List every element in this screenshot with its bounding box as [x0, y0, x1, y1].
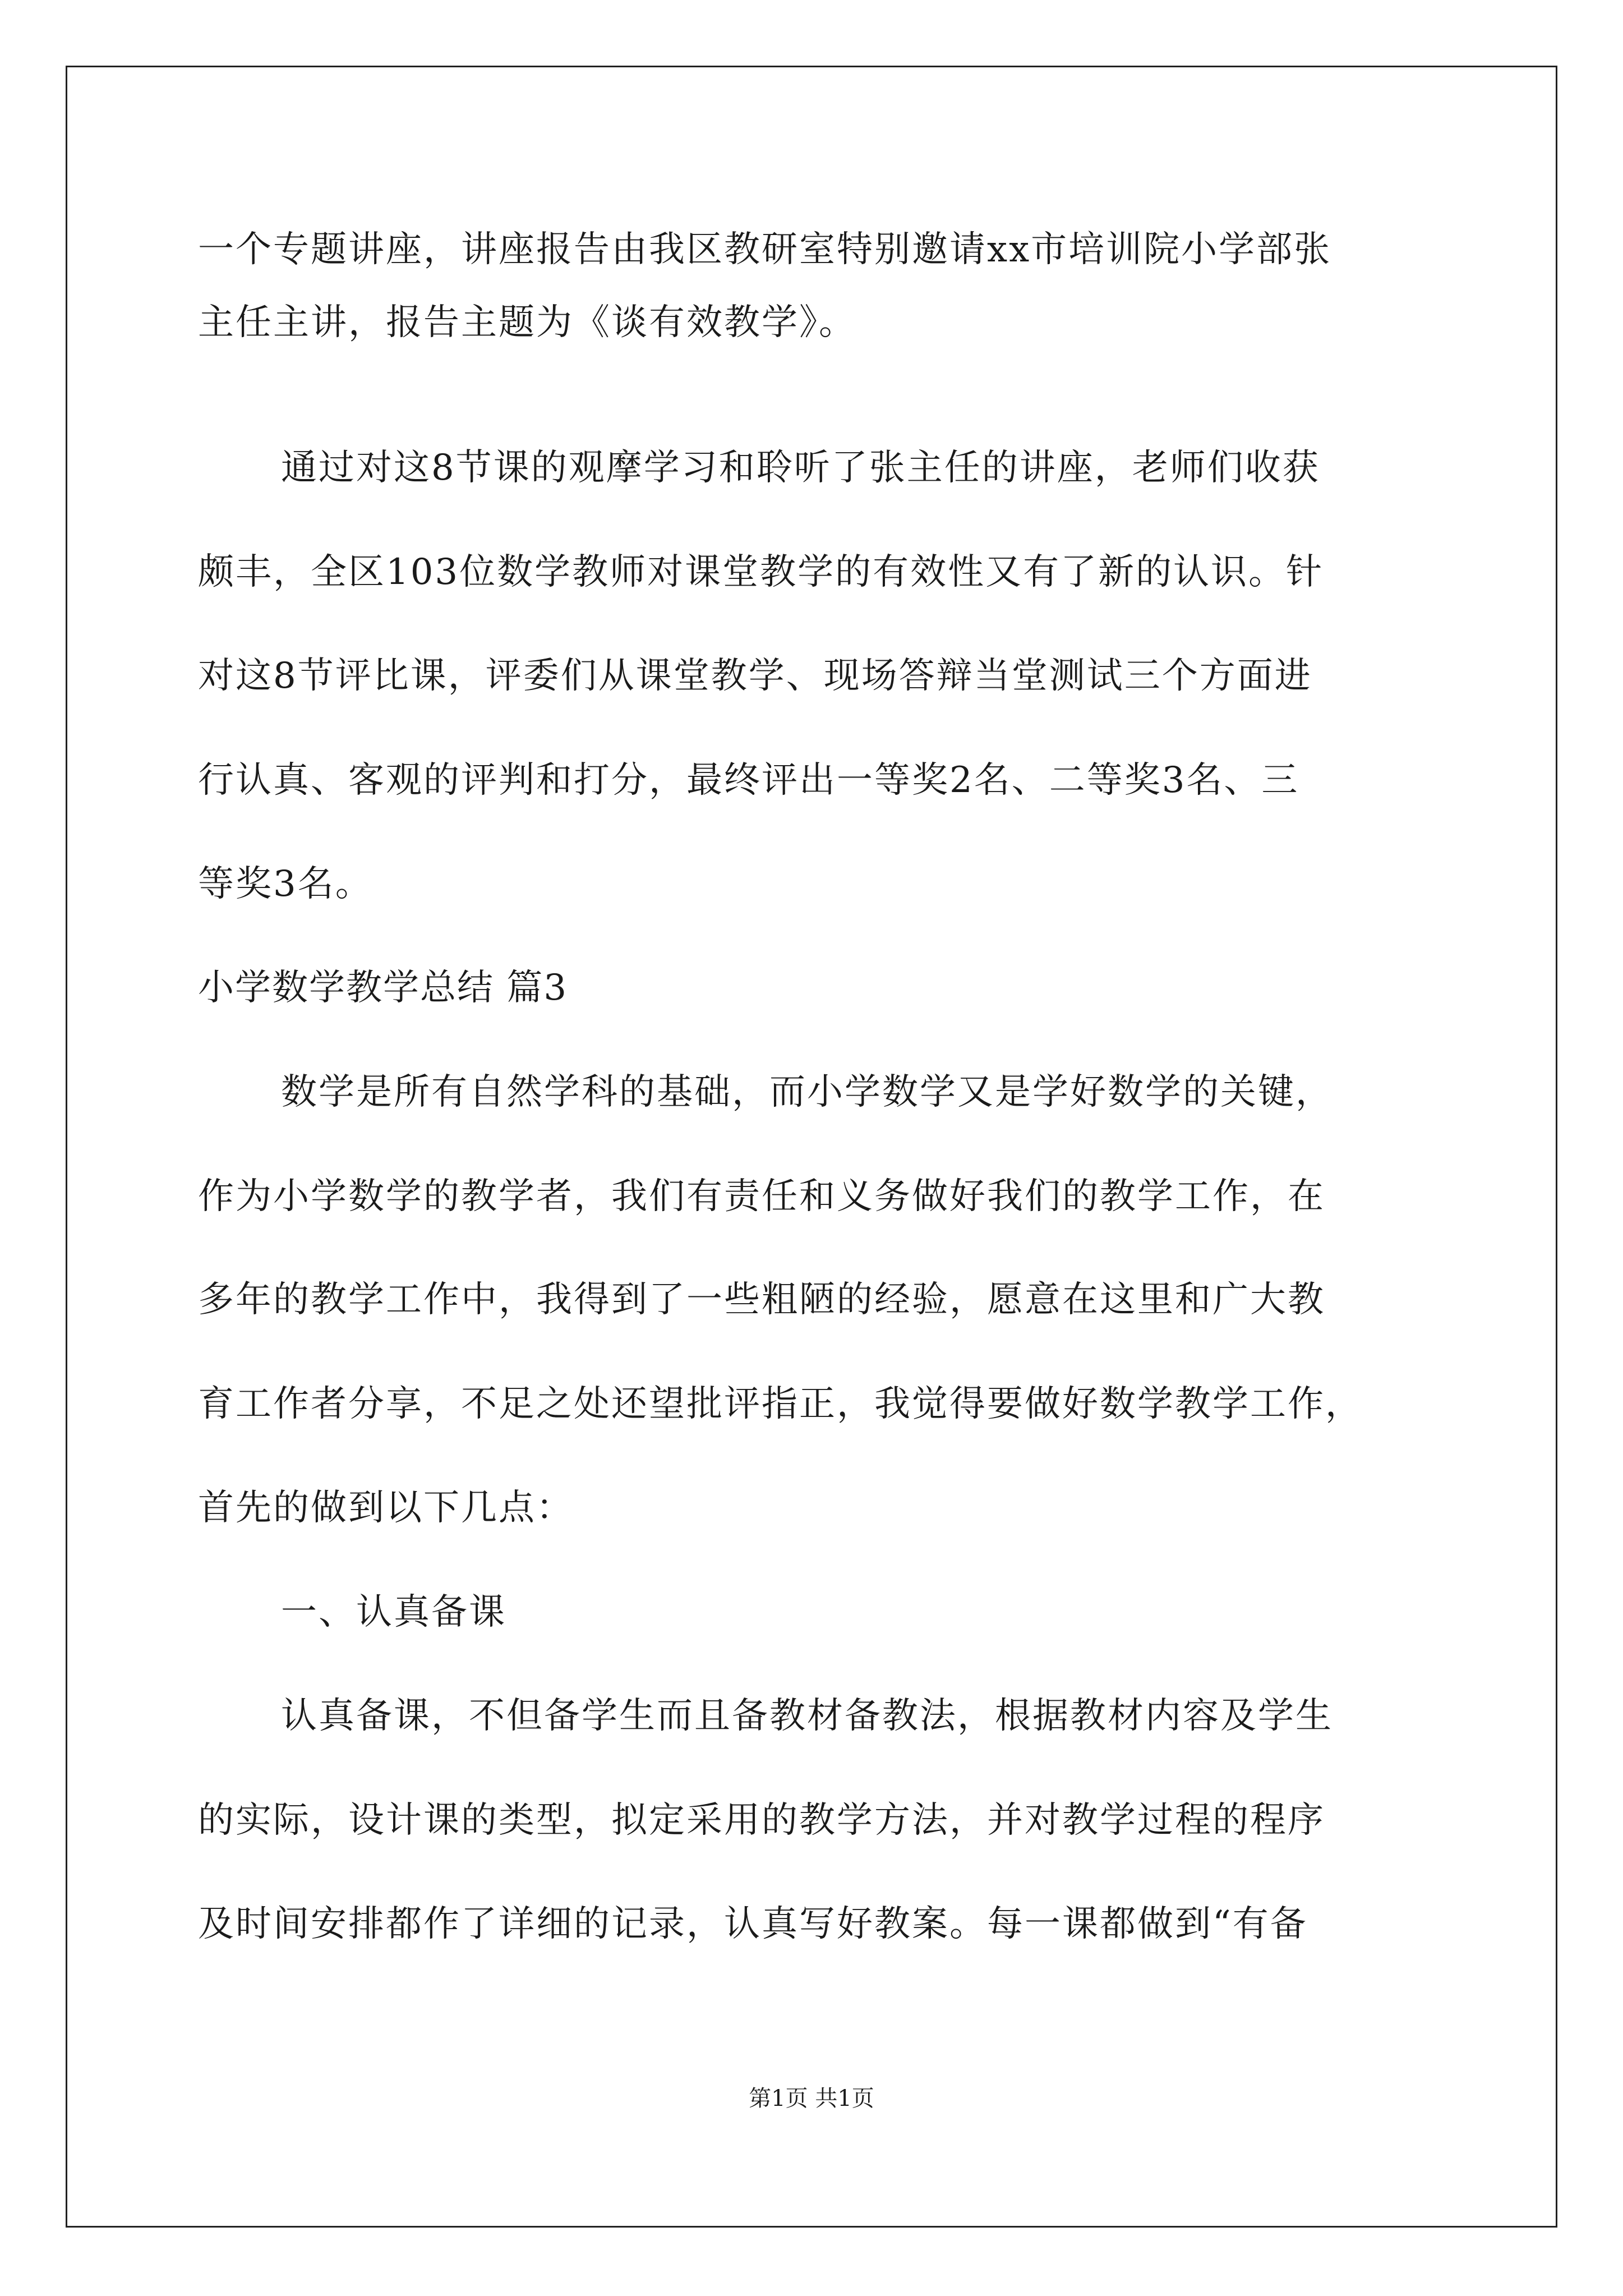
paragraph-3-line-1: 数学是所有自然学科的基础，而小学数学又是学好数学的关键， — [281, 1071, 1333, 1113]
paragraph-1-line-1: 一个专题讲座，讲座报告由我区教研室特别邀请xx市培训院小学部张 — [198, 229, 1332, 270]
paragraph-2-line-5: 等奖3名。 — [198, 863, 373, 905]
paragraph-2-line-2: 颇丰，全区103位数学教师对课堂教学的有效性又有了新的认识。针 — [198, 551, 1324, 593]
paragraph-3-line-2: 作为小学数学的教学者，我们有责任和义务做好我们的教学工作，在 — [198, 1176, 1325, 1217]
section-heading: 小学数学教学总结 篇3 — [198, 967, 568, 1009]
paragraph-2-line-1: 通过对这8节课的观摩学习和聆听了张主任的讲座，老师们收获 — [281, 447, 1320, 489]
paragraph-3-line-3: 多年的教学工作中，我得到了一些粗陋的经验，愿意在这里和广大教 — [198, 1279, 1325, 1320]
subheading-prepare-lessons: 一、认真备课 — [281, 1591, 506, 1633]
paragraph-4-line-2: 的实际，设计课的类型，拟定采用的教学方法，并对教学过程的程序 — [198, 1800, 1325, 1841]
paragraph-3-line-5: 首先的做到以下几点： — [198, 1487, 574, 1529]
paragraph-4-line-1: 认真备课，不但备学生而且备教材备教法，根据教材内容及学生 — [281, 1695, 1333, 1737]
paragraph-2-line-3: 对这8节评比课，评委们从课堂教学、现场答辩当堂测试三个方面进 — [198, 655, 1312, 697]
paragraph-3-line-4: 育工作者分享，不足之处还望批评指正，我觉得要做好数学教学工作， — [198, 1383, 1363, 1425]
page-footer: 第1页 共1页 — [749, 2086, 874, 2111]
paragraph-4-line-3: 及时间安排都作了详细的记录，认真写好教案。每一课都做到“有备 — [198, 1903, 1308, 1945]
paragraph-2-line-4: 行认真、客观的评判和打分，最终评出一等奖2名、二等奖3名、三 — [198, 760, 1299, 801]
paragraph-1-line-2: 主任主讲，报告主题为《谈有效教学》。 — [198, 302, 856, 343]
